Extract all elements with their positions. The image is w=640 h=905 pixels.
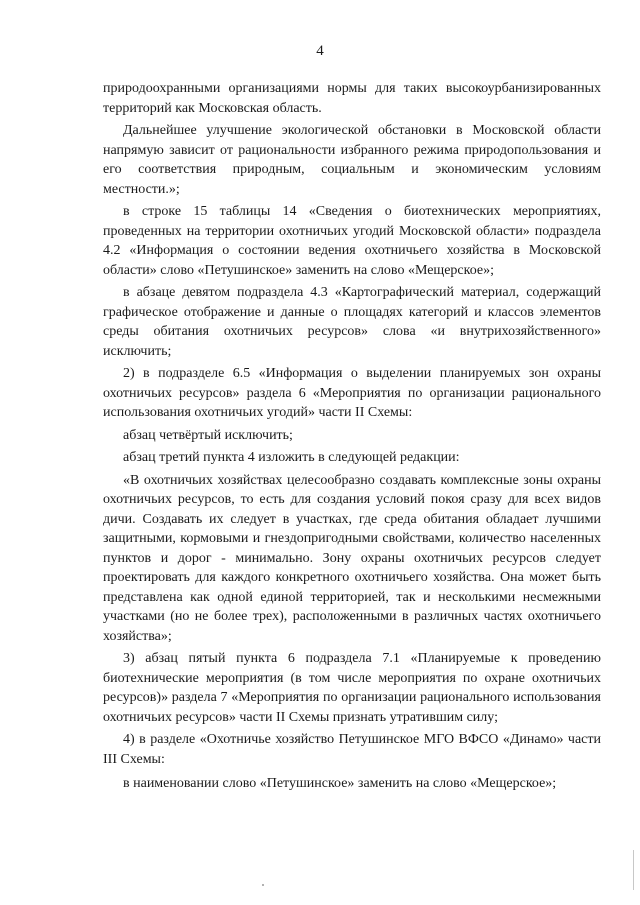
paragraph-table-row-15: в строке 15 таблицы 14 «Сведения о биотехнических мероприятиях, проведенных на территории охотничьих угодий Московской области» подраздела 4.2 «Информация о состоянии ведения охотничьего хозяйства в Московской области» слово «Петушинское» заменить на слово «Мещерское»; [103, 204, 601, 278]
paragraph-name-replacement: в наименовании слово «Петушинское» заменить на слово «Мещерское»; [123, 776, 557, 791]
scan-speck [262, 884, 264, 886]
page-number: 4 [316, 43, 324, 59]
paragraph-item-2: 2) в подразделе 6.5 «Информация о выделении планируемых зон охраны охотничьих ресурсов» раздела 6 «Мероприятия по организации рационального использования охотничьих угодий» части II Схемы: [103, 366, 601, 420]
paragraph-item-3: 3) абзац пятый пункта 6 подраздела 7.1 «Планируемые к проведению биотехнические мероприятия (в том числе мероприятия по охране охотничьих ресурсов)» раздела 7 «Мероприятия по организации рационального использования охотничьих ресурсов» части II Схемы признать утратившим силу; [103, 651, 601, 725]
scan-edge-mark [633, 850, 634, 890]
paragraph-continuation: природоохранными организациями нормы для таких высокоурбанизированных территорий как Московская область. [103, 81, 601, 116]
paragraph-item-4: 4) в разделе «Охотничье хозяйство Петушинское МГО ВФСО «Динамо» части III Схемы: [103, 732, 601, 767]
paragraph-quoted-wording: «В охотничьих хозяйствах целесообразно создавать комплексные зоны охраны охотничьих ресурсов, то есть для создания условий покоя сразу для всех видов дичи. Создавать их следует в участках, где среда обитания обладает лучшими защитными, кормовыми и гнездопригодными свойствами, количество населенных пунктов и дорог - минимально. Зону охраны охотничьих ресурсов следует проектировать для каждого конкретного охотничьего хозяйства. Она может быть представлена как одной единой территорией, так и несколькими несмежными участками (но не более трех), расположенными в различных частях охотничьего хозяйства»; [103, 472, 601, 644]
paragraph-new-wording: абзац третий пункта 4 изложить в следующей редакции: [123, 450, 460, 465]
paragraph-subsection-4-3: в абзаце девятом подраздела 4.3 «Картографический материал, содержащий графическое отображение и данные о площадях категорий и классов элементов среды обитания охотничьих ресурсов» слова «и внутрихозяйственного» исключить; [103, 285, 601, 359]
paragraph-ecology: Дальнейшее улучшение экологической обстановки в Московской области напрямую зависит от рациональности избранного режима природопользования и его соответствия природным, социальным и экономическим условиям местности.»; [103, 123, 601, 197]
document-body [103, 79, 601, 794]
paragraph-exclude-fourth: абзац четвёртый исключить; [123, 427, 293, 443]
